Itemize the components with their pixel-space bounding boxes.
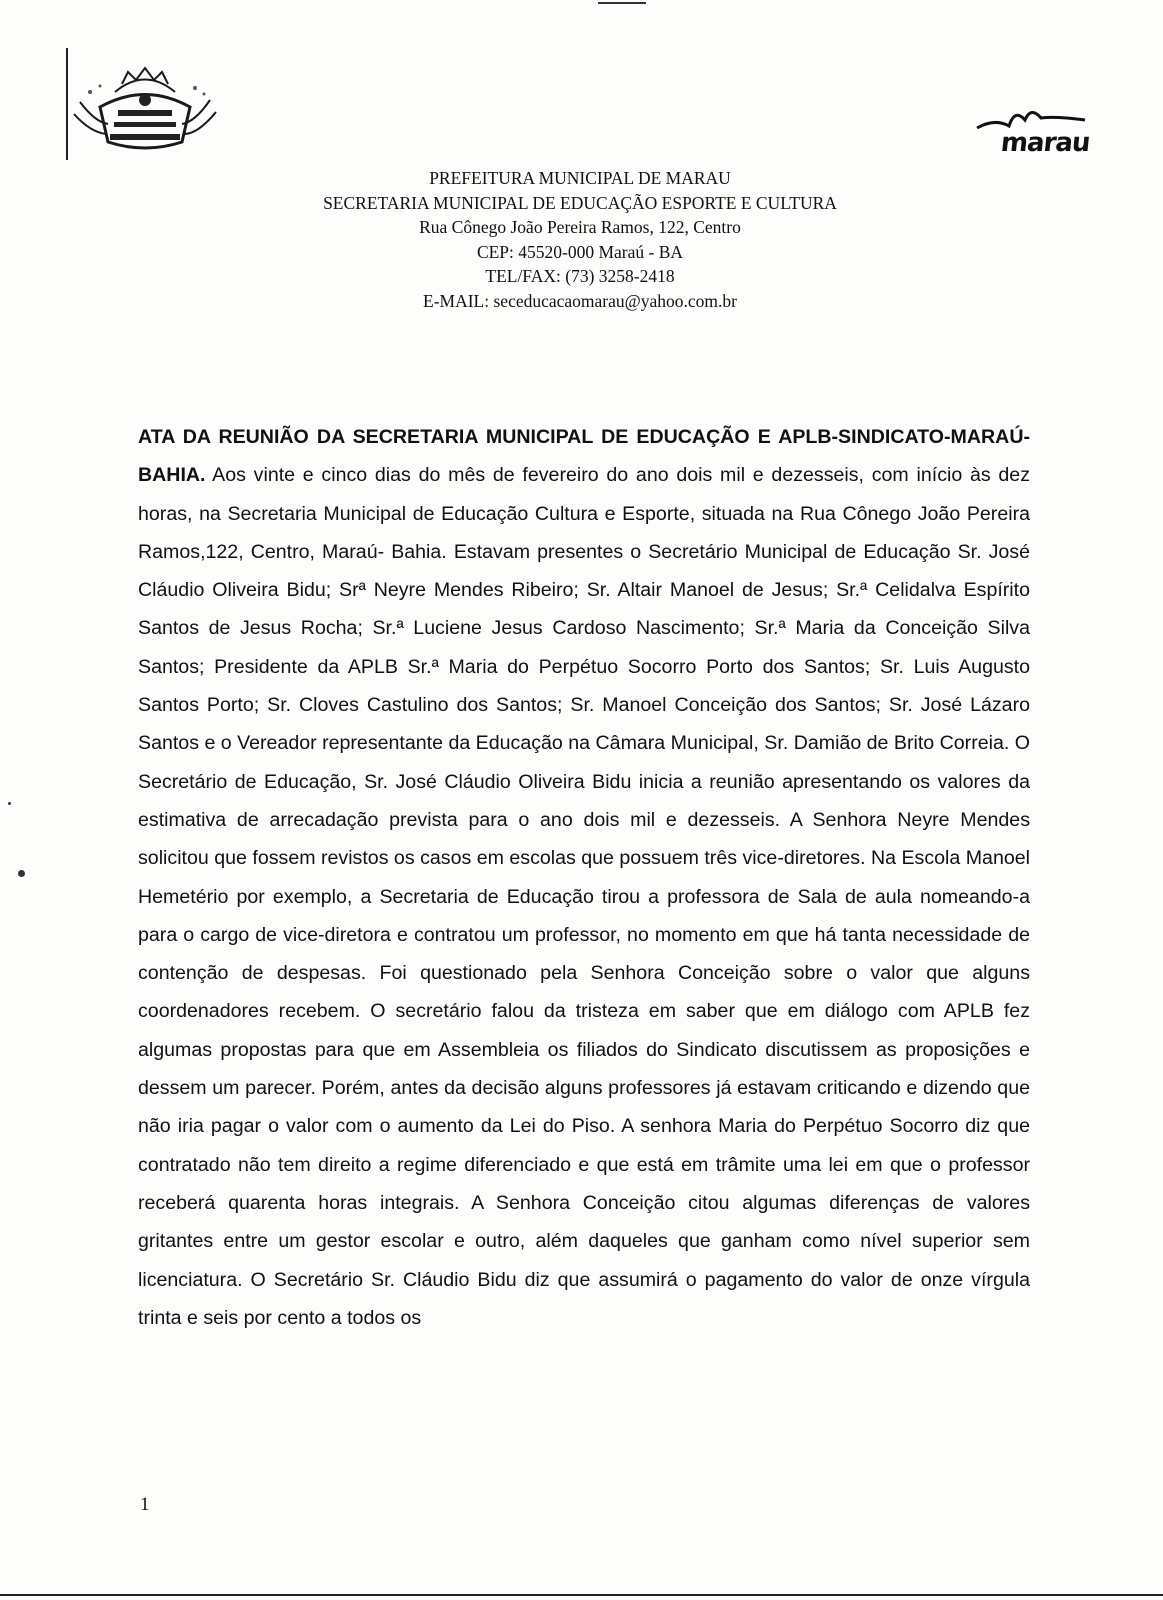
scan-margin-line [66,48,68,160]
minutes-title: ATA DA REUNIÃO DA SECRETARIA MUNICIPAL DE EDUCAÇÃO E APLB-SINDICATO-MARAÚ-BAHIA. [138,426,1030,487]
letterhead-phone: TEL/FAX: (73) 3258-2418 [485,266,675,286]
letterhead-email: E-MAIL: seceducacaomarau@yahoo.com.br [423,290,737,311]
scan-edge-mark [598,2,646,4]
minutes-body [138,418,1030,1337]
letterhead-prefeitura: PREFEITURA MUNICIPAL DE MARAU [429,168,731,188]
minutes-text: Aos vinte e cinco dias do mês de fevereiro do ano dois mil e dezesseis, com início às dez horas, na Secretaria Municipal de Educação Cultura e Esporte, situada na Rua Cônego João Pereira Ramos,122, Centro, Maraú- Bahia. Estavam presentes o Secretário Municipal de Educação Sr. José Cláudio Oliveira Bidu; Srª Neyre Mendes Ribeiro; Sr. Altair Manoel de Jesus; Sr.ª Celidalva Espírito Santos de Jesus Rocha; Sr.ª Luciene Jesus Cardoso Nascimento; Sr.ª Maria da Conceição Silva Santos; Presidente da APLB Sr.ª Maria do Perpétuo Socorro Porto dos Santos; Sr. Luis Augusto Santos Porto; Sr. Cloves Castulino dos Santos; Sr. Manoel Conceição dos Santos; Sr. José Lázaro Santos e o Vereador representante da Educação na Câmara Municipal, Sr. Damião de Brito Correia. O Secretário de Educação, Sr. José Cláudio Oliveira Bidu inicia a reunião apresentando os valores da estimativa de arrecadação prevista para o ano dois mil e dezesseis. A Senhora Neyre Mendes solicitou que fossem revistos os casos em escolas que possuem três vice-diretores. Na Escola Manoel Hemetério por exemplo, a Secretaria de Educação tirou a professora de Sala de aula nomeando-a para o cargo de vice-diretora e contratou um professor, no momento em que há tanta necessidade de contenção de despesas. Foi questionado pela Senhora Conceição sobre o valor que alguns coordenadores recebem. O secretário falou da tristeza em saber que em diálogo com APLB fez algumas propostas para que em Assembleia os filiados do Sindicato discutissem as proposições e dessem um parecer. Porém, antes da decisão alguns professores já estavam criticando e dizendo que não iria pagar o valor com o aumento da Lei do Piso. A senhora Maria do Perpétuo Socorro diz que contratado não tem direito a regime diferenciado e que está em trâmite uma lei em que o professor receberá quarenta horas integrais. A Senhora Conceição citou algumas diferenças de valores gritantes entre um gestor escolar e outro, além daqueles que ganham como nível superior sem licenciatura. O Secretário Sr. Cláudio Bidu diz que assumirá o pagamento do valor de onze vírgula trinta e seis por cento a todos os [138,464,1031,1329]
page-number: 1 [140,1494,150,1515]
scan-speck [18,870,25,877]
scan-speck [8,802,11,805]
scan-edge-bottom [0,1594,1163,1596]
letterhead-address: Rua Cônego João Pereira Ramos, 122, Centro [419,217,741,237]
letterhead-cep: CEP: 45520-000 Maraú - BA [476,241,684,262]
letterhead-secretaria: SECRETARIA MUNICIPAL DE EDUCAÇÃO ESPORTE E CULTURA [323,192,837,213]
coat-of-arms-emblem [70,62,220,154]
logo-wordmark: marau [999,128,1092,158]
marau-logo [975,98,1092,158]
letterhead [180,166,980,313]
